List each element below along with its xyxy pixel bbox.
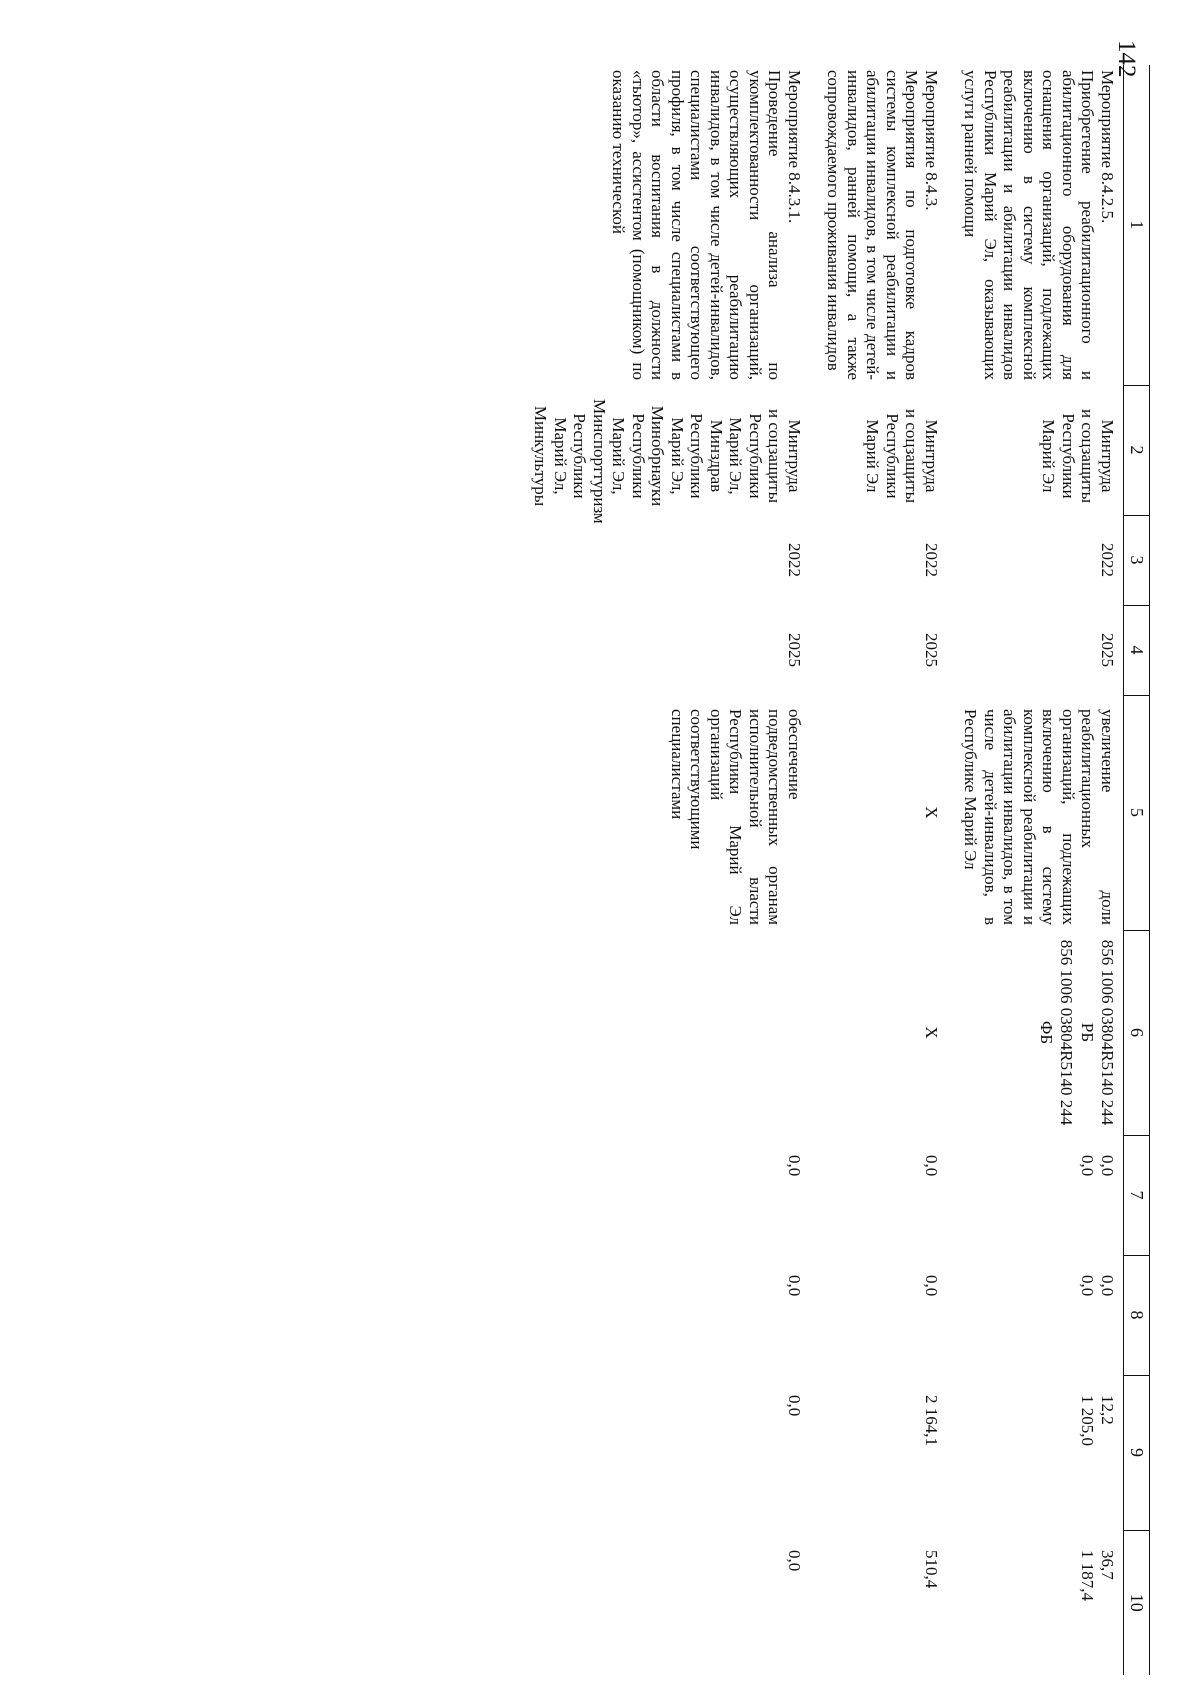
start-year: 2022 [922, 543, 941, 577]
col10-cell [947, 1530, 1124, 1675]
header-col-2: 2 [1124, 385, 1150, 515]
col9-value: 2 164,1 [922, 1395, 941, 1446]
measure-title: Мероприятия по подготовке кадров системы комплексной реабилитации и абилитации инвалидов, в том числе детей-инвалидов, ранней помощи, а также сопровождаемого проживания инвалидов [824, 70, 922, 380]
measure-title: Проведение анализа по укомплектованности организаций, осуществляющих реабилитацию инвалидов, в том числе детей-инвалидов, специалистами соответствующего профиля, в том числе специалистами в области воспитания в должности «тьютор», ассистентом (помощником) по оказанию технической [609, 70, 785, 380]
col10-value: 1 187,4 [1078, 1550, 1098, 1601]
executor-line: Марий Эл, [726, 417, 746, 495]
header-col-10: 10 [1124, 1530, 1150, 1675]
executor-line: Минтруда [1098, 419, 1117, 493]
executor-line: и соцзащиты [1078, 409, 1098, 503]
executor-line: Минтруда [785, 419, 804, 493]
col7-value: 0,0 [785, 1155, 804, 1177]
executor-line: Марий Эл, [609, 417, 629, 495]
header-col-7: 7 [1124, 1135, 1150, 1255]
table-row [810, 65, 947, 1675]
col8-value: 0,0 [1078, 1275, 1098, 1297]
budget-code-cell [947, 930, 1124, 1135]
table-row [517, 65, 810, 1675]
expected-result: увеличение доли реабилитационных организаций, подлежащих включению в систему комплексной реабилитации и абилитации инвалидов, в том числе детей-инвалидов, в Республике Марий Эл [961, 709, 1117, 925]
executor-line: и соцзащиты [902, 409, 922, 503]
start-year: 2022 [785, 543, 804, 577]
header-col-4: 4 [1124, 605, 1150, 695]
expected-result: Х [922, 806, 941, 819]
measure-cell [947, 65, 1124, 385]
col10-value: 36,7 [1098, 1550, 1117, 1580]
executor-line: Республики [570, 413, 590, 499]
header-col-8: 8 [1124, 1255, 1150, 1375]
budget-measures-table [517, 65, 1150, 1675]
executor-line: Республики [1059, 413, 1078, 499]
col10-value: 0,0 [785, 1550, 804, 1572]
col7-value: 0,0 [1098, 1155, 1117, 1177]
executor-line: Минздрав [707, 419, 726, 493]
measure-cell [517, 65, 810, 385]
header-col-9: 9 [1124, 1375, 1150, 1530]
executor-cell [517, 385, 810, 524]
end-year: 2025 [922, 633, 941, 667]
measure-code: Мероприятие 8.4.3.1. [785, 70, 804, 224]
executor-line: Минкультуры [531, 405, 551, 507]
end-year: 2025 [1098, 633, 1117, 667]
col9-value: 12,2 [1098, 1395, 1117, 1425]
budget-code: Х [922, 1026, 941, 1039]
executor-line: Республики [629, 413, 648, 499]
end-year: 2025 [785, 633, 804, 667]
header-col-5: 5 [1124, 695, 1150, 930]
table-row [947, 65, 1124, 1675]
executor-line: Марий Эл [1039, 419, 1059, 493]
start-year: 2022 [1098, 543, 1117, 577]
col9-cell [947, 1375, 1124, 1530]
executor-cell [947, 385, 1124, 515]
header-col-3: 3 [1124, 515, 1150, 605]
measure-code: Мероприятие 8.4.2.5. [1098, 70, 1117, 224]
col8-cell [947, 1255, 1124, 1375]
header-col-1: 1 [1124, 65, 1150, 385]
col10-value: 510,4 [922, 1550, 941, 1589]
col7-value: 0,0 [1078, 1155, 1098, 1177]
page-number: 142 [1113, 40, 1140, 78]
budget-code-cell [810, 930, 947, 1135]
header-row [1124, 65, 1150, 1675]
budget-code: 856 1006 03804R5140 244 РБ [1078, 939, 1117, 1126]
measure-cell [810, 65, 947, 385]
executor-cell [810, 385, 947, 515]
executor-line: Республики [746, 413, 765, 499]
executor-line: Республики [883, 413, 902, 499]
executor-line: Республики [687, 413, 707, 499]
col8-value: 0,0 [922, 1275, 941, 1297]
rotated-page-content [190, 65, 1150, 1675]
budget-code-cell [517, 930, 810, 1135]
executor-line: Минтруда [922, 419, 941, 493]
header-col-6: 6 [1124, 930, 1150, 1135]
budget-code: 856 1006 03804R5140 244 ФБ [1037, 939, 1076, 1126]
col8-value: 0,0 [1098, 1275, 1117, 1297]
col8-value: 0,0 [785, 1275, 804, 1297]
executor-line: Марий Эл, [668, 417, 687, 495]
executor-line: и соцзащиты [765, 409, 785, 503]
col9-value: 1 205,0 [1078, 1395, 1098, 1446]
executor-line: Марий Эл [863, 419, 883, 493]
executor-line: Марий Эл, [551, 417, 570, 495]
executor-line: Минобрнауки [648, 405, 668, 507]
col7-value: 0,0 [922, 1155, 941, 1177]
col9-value: 0,0 [785, 1395, 804, 1417]
measure-title: Приобретение реабилитационного и абилитационного оборудования для оснащения организаций, подлежащих включению в систему комплексной реабилитации и абилитации инвалидов Республики Марий Эл, оказывающих услуги ранней помощи [961, 70, 1098, 380]
executor-line: Минспорттуризм [590, 399, 609, 524]
measure-code: Мероприятие 8.4.3. [922, 70, 941, 211]
col7-cell [947, 1135, 1124, 1255]
expected-result: обеспечение подведомственных органам исполнительной власти Республики Марий Эл организаций соответствующими специалистами [668, 709, 804, 925]
